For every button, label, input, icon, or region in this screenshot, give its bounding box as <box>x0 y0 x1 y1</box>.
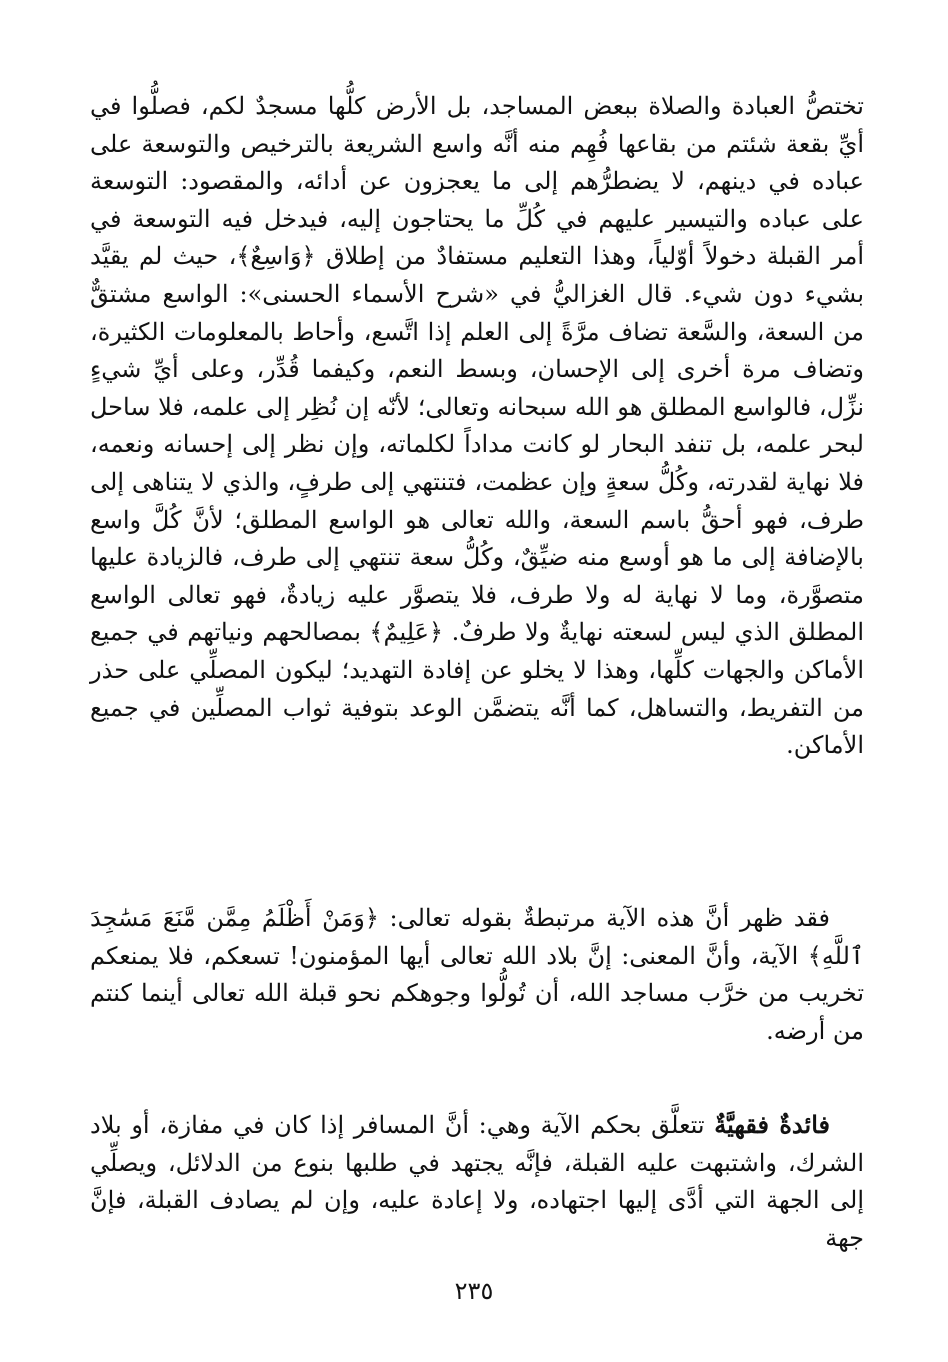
paragraph-1: تختصُّ العبادة والصلاة ببعض المساجد، بل الأرض كلُّها مسجدٌ لكم، فصلُّوا في أيِّ بقعة شئتم من بقاعها فُهِم منه أنَّه واسع الشريعة بالترخيص والتوسعة على عباده في دينهم، لا يضطرُّهم إلى ما يعجزون عن أدائه، والمقصود: التوسعة على عباده والتيسير عليهم في كُلِّ ما يحتاجون إليه، فيدخل فيه التوسعة في أمر القبلة دخولاً أوّلياً، وهذا التعليم مستفادٌ من إطلاق ﴿وَاسِعٌ﴾، حيث لم يقيَّد بشيء دون شيء. قال الغزاليُّ في «شرح الأسماء الحسنى»: الواسع مشتقٌّ من السعة، والسَّعة تضاف مرَّةً إلى العلم إذا اتَّسع، وأحاط بالمعلومات الكثيرة، وتضاف مرة أخرى إلى الإحسان، وبسط النعم، وكيفما قُدِّر، وعلى أيِّ شيءٍ نزِّل، فالواسع المطلق هو الله سبحانه وتعالى؛ لأنّه إن نُظِر إلى علمه، فلا ساحل لبحر علمه، بل تنفد البحار لو كانت مداداً لكلماته، وإن نظر إلى إحسانه ونعمه، فلا نهاية لقدرته، وكُلُّ سعةٍ وإن عظمت، فتنتهي إلى طرفٍ، والذي لا يتناهى إلى طرف، فهو أحقُّ باسم السعة، والله تعالى هو الواسع المطلق؛ لأنَّ كُلَّ واسع بالإضافة إلى ما هو أوسع منه ضيِّقٌ، وكُلُّ سعة تنتهي إلى طرف، فالزيادة عليها متصوَّرة، وما لا نهاية له ولا طرف، فلا يتصوَّر عليه زيادةٌ، فهو تعالى الواسع المطلق الذي ليس لسعته نهايةٌ ولا طرفٌ. ﴿عَلِيمٌ﴾ بمصالحهم ونياتهم في جميع الأماكن والجهات كلِّها، وهذا لا يخلو عن إفادة التهديد؛ ليكون المصلِّي على حذر من التفريط، والتساهل، كما أنَّه يتضمَّن الوعد بتوفية ثواب المصلِّين في جميع الأماكن. <box>90 92 864 760</box>
paragraph-3 <box>90 1106 864 1257</box>
paragraph-3-lead: فائدةٌ فقهيَّةٌ <box>714 1110 830 1139</box>
paragraph-3-text: تتعلَّق بحكم الآية وهي: أنَّ المسافر إذا كان في مفازة، أو بلاد الشرك، واشتبهت عليه القبلة، فإنَّه يجتهد في طلبها بنوع من الدلائل، ويصلِّي إلى الجهة التي أدَّى إليها اجتهاده، ولا إعادة عليه، وإن لم يصادف القبلة، فإنَّ جهة <box>90 1111 864 1252</box>
page-number: ٢٣٥ <box>454 1277 494 1305</box>
paragraph-2: فقد ظهر أنَّ هذه الآية مرتبطةٌ بقوله تعالى: ﴿وَمَنْ أَظْلَمُ مِمَّن مَّنَعَ مَسَٰجِدَ ٱللَّهِ﴾ الآية، وأنَّ المعنى: إنَّ بلاد الله تعالى أيها المؤمنون! تسعكم، فلا يمنعكم تخريب من خرَّب مساجد الله، أن تُولُّوا وجوهكم نحو قبلة الله تعالى أينما كنتم من أرضه. <box>90 904 865 1045</box>
